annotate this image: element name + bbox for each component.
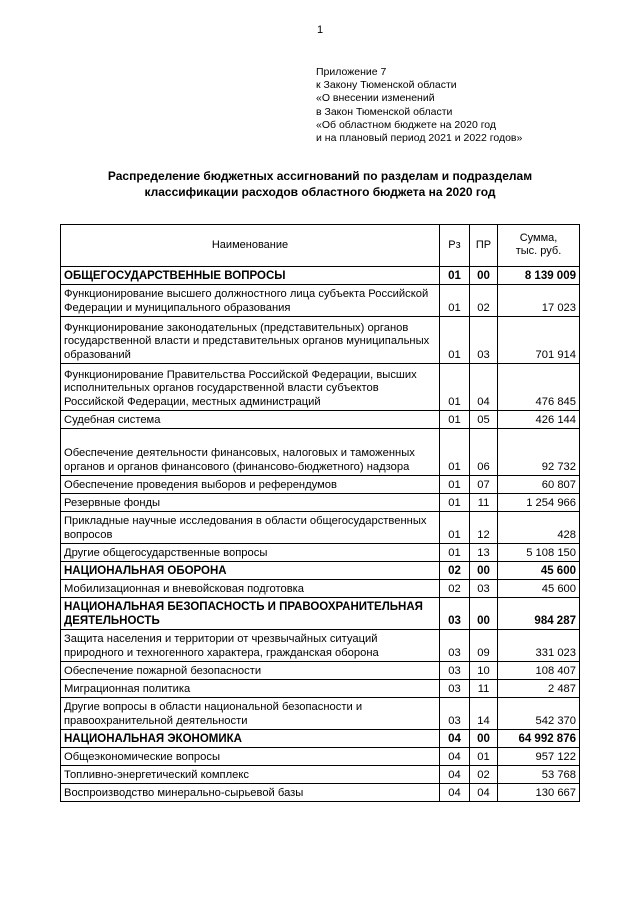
row-rz: 04 [440,784,470,802]
appendix-line: к Закону Тюменской области [316,79,457,92]
row-sum: 957 122 [498,748,580,766]
table-row [61,680,580,698]
document-title [40,168,600,200]
section-row [61,562,580,580]
row-pr: 03 [470,317,498,364]
row-sum: 5 108 150 [498,544,580,562]
row-rz: 01 [440,411,470,429]
table-row [61,784,580,802]
row-pr: 02 [470,766,498,784]
row-rz: 01 [440,476,470,494]
row-rz: 03 [440,662,470,680]
row-sum: 92 732 [498,429,580,476]
row-sum: 2 487 [498,680,580,698]
row-name: Мобилизационная и вневойсковая подготовка [61,580,440,598]
row-pr: 02 [470,285,498,317]
appendix-line: «О внесении изменений [316,92,435,105]
row-name: ОБЩЕГОСУДАРСТВЕННЫЕ ВОПРОСЫ [61,267,440,285]
table-header-row [61,225,580,267]
row-pr: 03 [470,580,498,598]
row-name: Функционирование высшего должностного лица субъекта Российской Федерации и муниципального образования [61,285,440,317]
table-row [61,411,580,429]
row-pr: 09 [470,630,498,662]
row-pr: 05 [470,411,498,429]
row-pr: 00 [470,562,498,580]
row-pr: 00 [470,730,498,748]
row-sum: 984 287 [498,598,580,630]
row-rz: 04 [440,748,470,766]
row-name: Другие вопросы в области национальной безопасности и правоохранительной деятельности [61,698,440,730]
table-row [61,364,580,411]
row-rz: 01 [440,364,470,411]
row-pr: 07 [470,476,498,494]
row-sum: 426 144 [498,411,580,429]
row-sum: 64 992 876 [498,730,580,748]
row-sum: 130 667 [498,784,580,802]
table-row [61,662,580,680]
row-rz: 03 [440,698,470,730]
table-row [61,630,580,662]
header-pr: ПР [470,225,498,267]
row-name: Функционирование законодательных (представительных) органов государственной власти и представительных органов муниципальных образований [61,317,440,364]
row-name: Судебная система [61,411,440,429]
table-row [61,476,580,494]
row-rz: 01 [440,494,470,512]
row-sum: 476 845 [498,364,580,411]
row-rz: 03 [440,598,470,630]
row-name: Прикладные научные исследования в области общегосударственных вопросов [61,512,440,544]
row-rz: 01 [440,429,470,476]
row-pr: 00 [470,598,498,630]
row-pr: 11 [470,680,498,698]
appendix-line: в Закон Тюменской области [316,105,453,118]
header-sum [498,225,580,267]
table-row [61,317,580,364]
row-sum: 428 [498,512,580,544]
row-sum: 8 139 009 [498,267,580,285]
row-rz: 01 [440,544,470,562]
title-line: классификации расходов областного бюджета на 2020 год [144,185,496,199]
table-row [61,285,580,317]
header-name: Наименование [61,225,440,267]
row-sum: 60 807 [498,476,580,494]
row-name: НАЦИОНАЛЬНАЯ БЕЗОПАСНОСТЬ И ПРАВООХРАНИТЕЛЬНАЯ ДЕЯТЕЛЬНОСТЬ [61,598,440,630]
row-pr: 06 [470,429,498,476]
row-pr: 04 [470,784,498,802]
row-sum: 701 914 [498,317,580,364]
row-name: Другие общегосударственные вопросы [61,544,440,562]
header-rz: Рз [440,225,470,267]
row-name: Миграционная политика [61,680,440,698]
row-name: НАЦИОНАЛЬНАЯ ОБОРОНА [61,562,440,580]
row-pr: 04 [470,364,498,411]
row-rz: 04 [440,730,470,748]
row-name: Обеспечение деятельности финансовых, налоговых и таможенных органов и органов финансового (финансово-бюджетного) надзора [61,429,440,476]
row-pr: 01 [470,748,498,766]
table-row [61,748,580,766]
row-name: Функционирование Правительства Российской Федерации, высших исполнительных органов государственной власти субъектов Российской Федерации, местных администраций [61,364,440,411]
section-row [61,267,580,285]
row-pr: 14 [470,698,498,730]
row-name: Топливно-энергетический комплекс [61,766,440,784]
table-row [61,512,580,544]
row-name: НАЦИОНАЛЬНАЯ ЭКОНОМИКА [61,730,440,748]
row-rz: 01 [440,267,470,285]
section-row [61,598,580,630]
section-row [61,730,580,748]
row-name: Обеспечение пожарной безопасности [61,662,440,680]
row-sum: 108 407 [498,662,580,680]
appendix-note [316,66,522,145]
header-sum-line: Сумма, [519,232,558,244]
row-sum: 331 023 [498,630,580,662]
row-name: Обеспечение проведения выборов и референдумов [61,476,440,494]
row-sum: 45 600 [498,562,580,580]
page-number: 1 [316,24,324,36]
table-row [61,580,580,598]
row-sum: 53 768 [498,766,580,784]
row-rz: 01 [440,317,470,364]
appendix-line: и на плановый период 2021 и 2022 годов» [316,132,523,145]
budget-table [60,224,580,802]
table-row [61,494,580,512]
table-row [61,544,580,562]
row-rz: 04 [440,766,470,784]
row-pr: 13 [470,544,498,562]
table-row [61,698,580,730]
row-sum: 17 023 [498,285,580,317]
row-sum: 542 370 [498,698,580,730]
row-sum: 1 254 966 [498,494,580,512]
row-name: Защита населения и территории от чрезвычайных ситуаций природного и техногенного характера, гражданская оборона [61,630,440,662]
row-rz: 01 [440,512,470,544]
row-name: Общеэкономические вопросы [61,748,440,766]
table-row [61,766,580,784]
row-rz: 01 [440,285,470,317]
row-pr: 12 [470,512,498,544]
title-line: Распределение бюджетных ассигнований по разделам и подразделам [107,169,533,183]
appendix-line: «Об областном бюджете на 2020 год [316,118,497,131]
row-pr: 11 [470,494,498,512]
row-rz: 03 [440,630,470,662]
appendix-line: Приложение 7 [316,66,387,78]
row-rz: 03 [440,680,470,698]
table-row [61,429,580,476]
row-sum: 45 600 [498,580,580,598]
row-pr: 10 [470,662,498,680]
row-name: Воспроизводство минерально-сырьевой базы [61,784,440,802]
row-name: Резервные фонды [61,494,440,512]
row-pr: 00 [470,267,498,285]
row-rz: 02 [440,580,470,598]
row-rz: 02 [440,562,470,580]
header-sum-line: тыс. руб. [515,245,562,257]
